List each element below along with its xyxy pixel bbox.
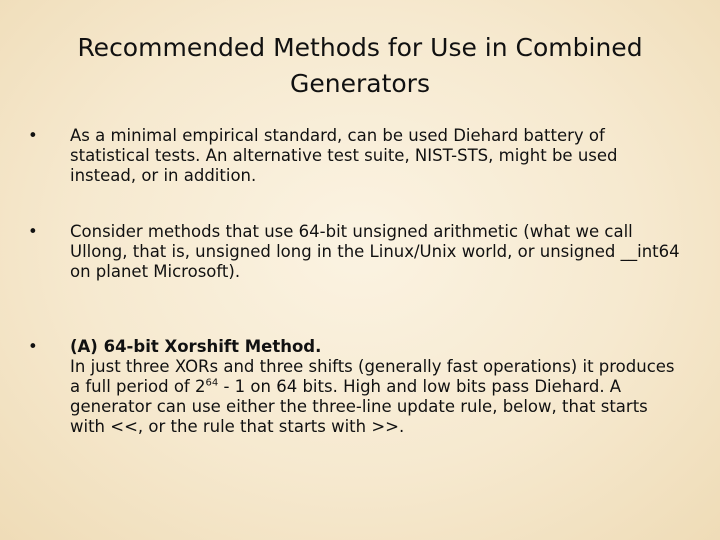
bullet-text: As a minimal empirical standard, can be used Diehard battery of statistical tests. An alternative test suite, NIST-STS, might be used instead, or in addition. <box>70 126 618 185</box>
bullet-text: Consider methods that use 64-bit unsigned arithmetic (what we call Ullong, that is, unsigned long in the Linux/Unix world, or unsigned __int64 on planet Microsoft). <box>70 222 680 281</box>
bullet-item-diehard <box>28 126 688 186</box>
bullet-text-part-2: - 1 on 64 bits. High and low bits pass Diehard. A generator can use either the three-line update rule, below, that starts with <<, or the rule that starts with >>. <box>70 377 648 436</box>
slide-title <box>40 30 680 102</box>
bullet-marker: • <box>28 222 38 241</box>
bullet-list <box>28 126 688 437</box>
bullet-heading: (A) 64-bit Xorshift Method. <box>70 337 322 356</box>
bullet-item-64bit <box>28 222 688 282</box>
bullet-marker: • <box>28 337 38 356</box>
exponent: 64 <box>205 377 219 389</box>
title-line-1: Recommended Methods for Use in Combined <box>77 33 643 62</box>
title-line-2: Generators <box>290 69 430 98</box>
bullet-marker: • <box>28 126 38 145</box>
bullet-item-xorshift <box>28 337 688 437</box>
bullet-text-part-1: In just three XORs and three shifts (generally fast operations) it produces a full period of 2 <box>70 357 675 396</box>
bullet-text <box>70 357 688 437</box>
